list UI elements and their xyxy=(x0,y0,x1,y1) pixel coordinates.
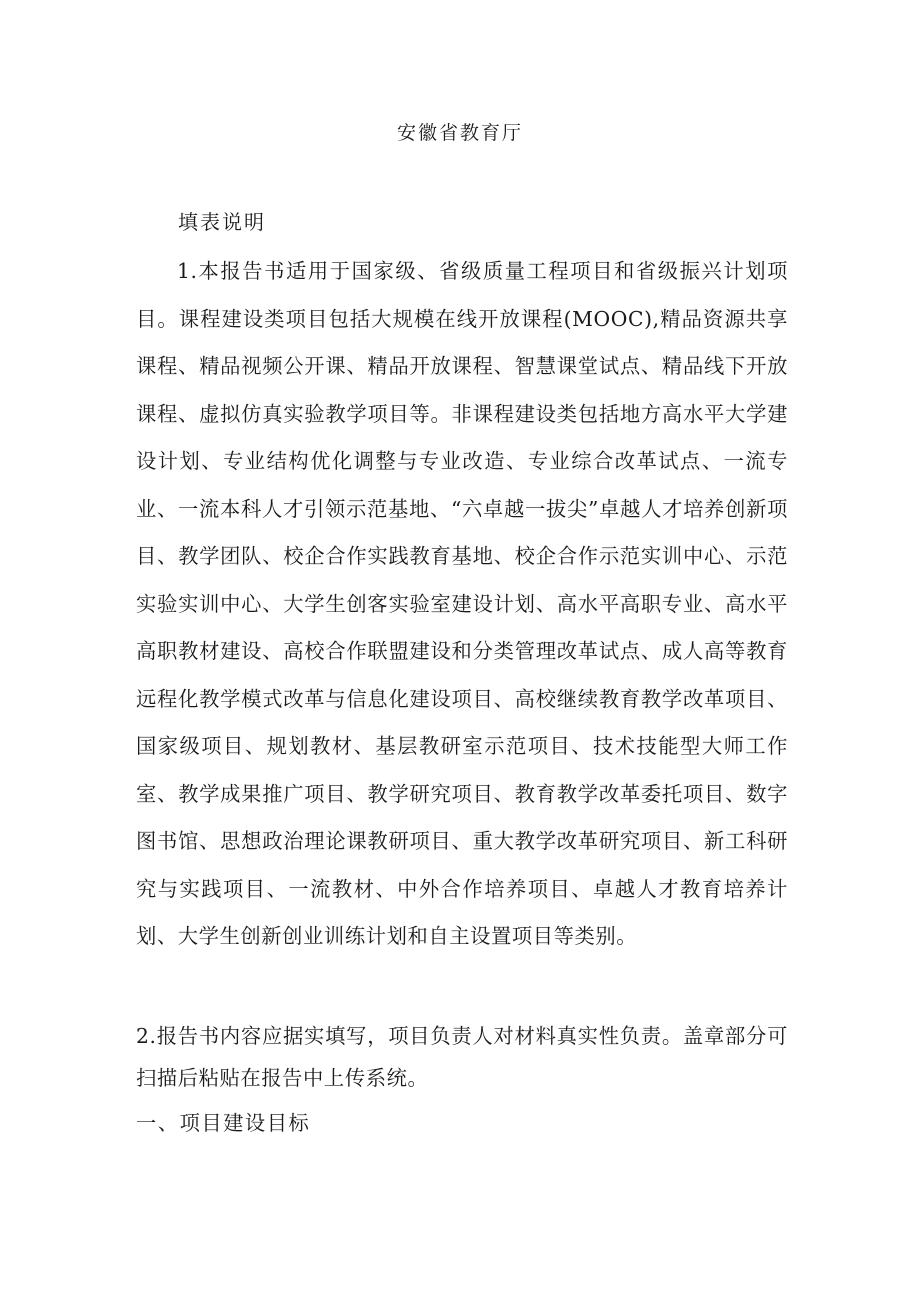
section-heading-project-goals: 一、项目建设目标 xyxy=(136,1111,311,1135)
org-title: 安徽省教育厅 xyxy=(396,122,523,144)
instructions-label: 填表说明 xyxy=(178,210,266,234)
instruction-item-2: 2.报告书内容应据实填写，项目负责人对材料真实性负责。盖章部分可扫描后粘贴在报告中上传系统。 xyxy=(136,1024,788,1090)
instruction-item-1: 1.本报告书适用于国家级、省级质量工程项目和省级振兴计划项目。课程建设类项目包括大规模在线开放课程(MOOC),精品资源共享课程、精品视频公开课、精品开放课程、智慧课堂试点、精品线下开放课程、虚拟仿真实验教学项目等。非课程建设类包括地方高水平大学建设计划、专业结构优化调整与专业改造、专业综合改革试点、一流专业、一流本科人才引领示范基地、“六卓越一拔尖”卓越人才培养创新项目、教学团队、校企合作实践教育基地、校企合作示范实训中心、示范实验实训中心、大学生创客实验室建设计划、高水平高职专业、高水平高职教材建设、高校合作联盟建设和分类管理改革试点、成人高等教育远程化教学模式改革与信息化建设项目、高校继续教育教学改革项目、国家级项目、规划教材、基层教研室示范项目、技术技能型大师工作室、教学成果推广项目、教学研究项目、教育教学改革委托项目、数字图书馆、思想政治理论课教研项目、重大教学改革研究项目、新工科研究与实践项目、一流教材、中外合作培养项目、卓越人才教育培养计划、大学生创新创业训练计划和自主设置项目等类别。 xyxy=(136,259,788,948)
